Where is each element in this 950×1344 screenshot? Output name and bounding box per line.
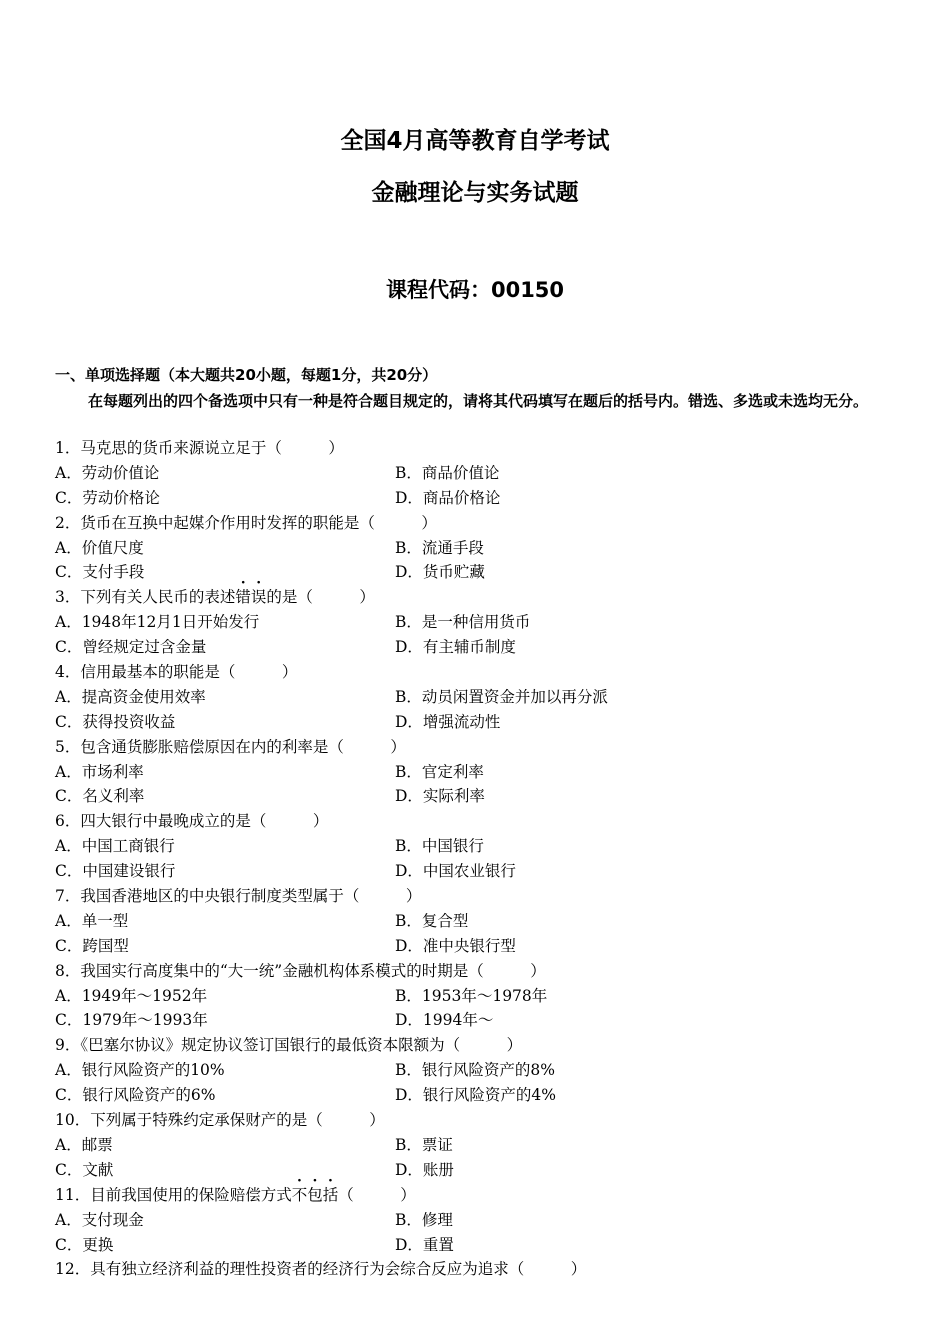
option-a: A．中国工商银行: [55, 837, 175, 856]
option-row: [55, 685, 915, 710]
option-row: [55, 536, 915, 561]
option-a: A．支付现金: [55, 1210, 144, 1229]
option-a: A．1948年12月1日开始发行: [55, 613, 260, 632]
question-list: [55, 436, 915, 1282]
option-a: A．银行风险资产的10%: [55, 1061, 225, 1080]
option-c: C．文献: [55, 1160, 114, 1179]
option-row: [55, 1008, 915, 1033]
option-b: B．官定利率: [395, 762, 484, 781]
option-row: [55, 1158, 915, 1183]
option-c: C．1979年～1993年: [55, 1011, 208, 1030]
option-a: A．价值尺度: [55, 538, 144, 557]
stem-text: 的是（ ）: [266, 588, 375, 607]
option-d: D．1994年～: [395, 1011, 494, 1030]
option-row: [55, 1208, 915, 1233]
option-a: A．1949年～1952年: [55, 986, 208, 1005]
option-d: D．中国农业银行: [395, 862, 516, 881]
option-c: C．银行风险资产的6%: [55, 1086, 216, 1105]
emphasized-text: 不包括 · · ·: [291, 1172, 339, 1204]
option-d: D．实际利率: [395, 787, 485, 806]
stem-text: （ ）: [338, 1185, 416, 1204]
option-c: C．劳动价格论: [55, 488, 160, 507]
stem-text: 3．下列有关人民币的表述: [55, 588, 236, 607]
section-heading: 一、单项选择题（本大题共20小题，每题1分，共20分）: [55, 366, 438, 384]
emphasis-dot: ·: [328, 1172, 333, 1189]
question-stem: 1．马克思的货币来源说立足于（ ）: [55, 439, 344, 457]
option-row: [55, 635, 915, 660]
option-c: C．中国建设银行: [55, 862, 176, 881]
option-row: [55, 760, 915, 785]
option-a: A．劳动价值论: [55, 463, 160, 482]
emphasis-dot: ·: [297, 1172, 302, 1189]
option-b: B．中国银行: [395, 837, 484, 856]
question-stem: 9．《巴塞尔协议》规定协议签订国银行的最低资本限额为（ ）: [55, 1036, 523, 1055]
option-c: C．获得投资收益: [55, 712, 176, 731]
option-d: D．银行风险资产的4%: [395, 1086, 557, 1105]
option-c: C．名义利率: [55, 787, 145, 806]
option-row: [55, 560, 915, 585]
option-row: [55, 461, 915, 486]
option-b: B．动员闲置资金并加以再分派: [395, 687, 608, 706]
option-b: B．流通手段: [395, 538, 484, 557]
option-c: C．支付手段: [55, 563, 145, 582]
stem-text: 11．目前我国使用的保险赔偿方式: [55, 1185, 292, 1204]
option-d: D．商品价格论: [395, 488, 501, 507]
option-b: B．复合型: [395, 911, 469, 930]
exam-title: 全国4月高等教育自学考试: [340, 128, 610, 154]
emphasis-dot: ·: [240, 575, 246, 592]
option-a: A．单一型: [55, 911, 129, 930]
option-b: B．银行风险资产的8%: [395, 1061, 555, 1080]
option-row: [55, 486, 915, 511]
question-stem: 8．我国实行高度集中的“大一统”金融机构体系模式的时期是（ ）: [55, 961, 546, 980]
option-c: C．跨国型: [55, 936, 129, 955]
option-d: D．重置: [395, 1235, 454, 1254]
option-row: [55, 1133, 915, 1158]
option-row: [55, 859, 915, 884]
option-b: B．1953年～1978年: [395, 986, 548, 1005]
question-stem: 10．下列属于特殊约定承保财产的是（ ）: [55, 1111, 385, 1130]
option-row: [55, 784, 915, 809]
option-row: [55, 610, 915, 635]
option-c: C．曾经规定过含金量: [55, 638, 207, 657]
option-row: [55, 1058, 915, 1083]
option-b: B．是一种信用货币: [395, 613, 531, 632]
option-d: D．有主辅币制度: [395, 638, 516, 657]
option-row: [55, 909, 915, 934]
option-row: [55, 1083, 915, 1108]
option-d: D．账册: [395, 1160, 454, 1179]
option-row: [55, 710, 915, 735]
option-c: C．更换: [55, 1235, 114, 1254]
section-instruction: 在每题列出的四个备选项中只有一种是符合题目规定的，请将其代码填写在题后的括号内。错选、多选或未选均无分。: [88, 392, 869, 410]
option-d: D．货币贮藏: [395, 563, 485, 582]
question-stem: 7．我国香港地区的中央银行制度类型属于（ ）: [55, 887, 422, 906]
emphasis-dot: ·: [256, 575, 262, 592]
option-row: [55, 934, 915, 959]
question-stem: 6．四大银行中最晚成立的是（ ）: [55, 812, 329, 831]
option-a: A．提高资金使用效率: [55, 687, 206, 706]
option-b: B．修理: [395, 1210, 453, 1229]
question-stem: [55, 1172, 915, 1208]
option-d: D．准中央银行型: [395, 936, 516, 955]
emphasis-dot: ·: [312, 1172, 318, 1189]
course-code: 课程代码：00150: [385, 278, 565, 302]
option-d: D．增强流动性: [395, 712, 501, 731]
emphasized-text: 错误 · ·: [235, 575, 267, 607]
option-row: [55, 1233, 915, 1258]
subject-title: 金融理论与实务试题: [371, 180, 579, 206]
option-a: A．市场利率: [55, 762, 144, 781]
question-stem: 12．具有独立经济利益的理性投资者的经济行为会综合反应为追求（ ）: [55, 1260, 587, 1279]
option-a: A．邮票: [55, 1135, 113, 1154]
question-stem: 5．包含通货膨胀赔偿原因在内的利率是（ ）: [55, 737, 406, 756]
option-b: B．商品价值论: [395, 463, 500, 482]
option-row: [55, 834, 915, 859]
question-stem: 4．信用最基本的职能是（ ）: [55, 663, 298, 682]
option-row: [55, 984, 915, 1009]
question-stem: 2．货币在互换中起媒介作用时发挥的职能是（ ）: [55, 513, 437, 532]
option-b: B．票证: [395, 1135, 453, 1154]
question-stem: [55, 575, 915, 610]
